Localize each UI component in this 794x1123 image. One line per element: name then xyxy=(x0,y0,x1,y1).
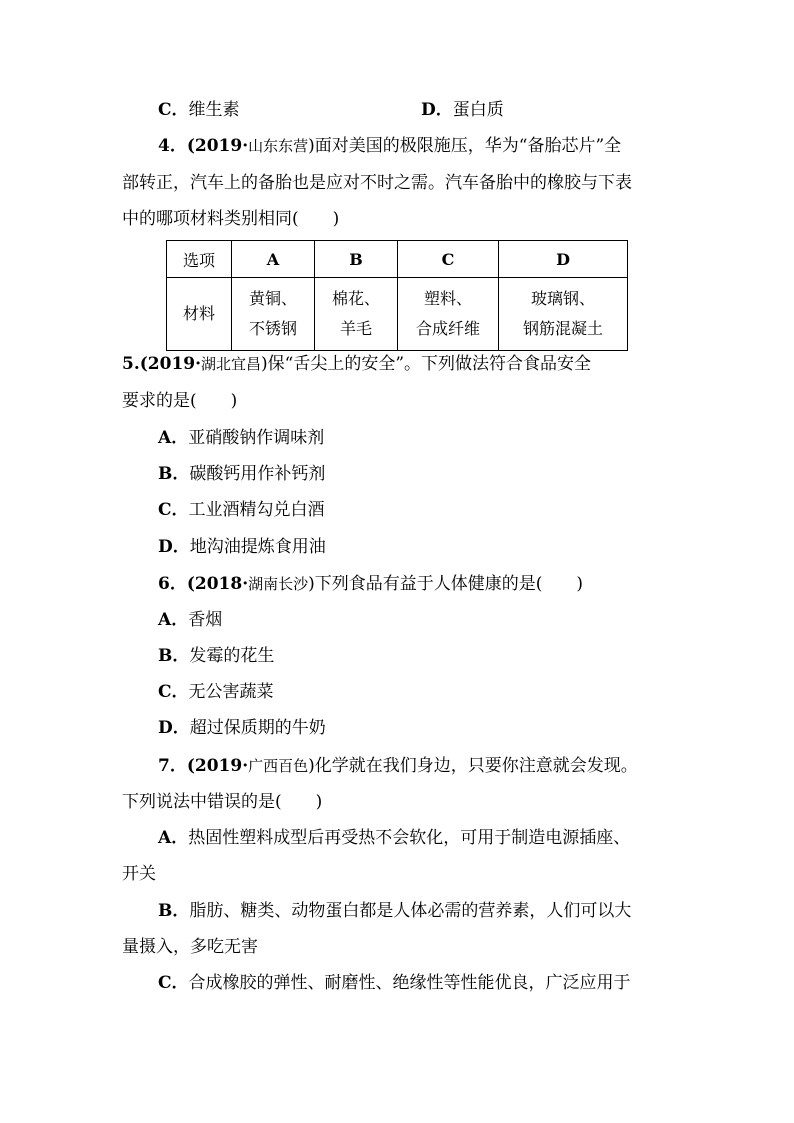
stem-text: )下列食品有益于人体健康的是( ) xyxy=(308,574,584,594)
q5-stem-line2: 要求的是( ) xyxy=(122,391,238,411)
header-c: C xyxy=(398,241,499,278)
option-text: 亚硝酸钠作调味剂 xyxy=(188,428,325,448)
option-label: C． xyxy=(158,973,189,993)
option-label: C． xyxy=(158,682,189,702)
material-line: 黄铜、 xyxy=(248,289,297,308)
table-header-row xyxy=(167,241,628,278)
stem-text: )面对美国的极限施压，华为“备胎芯片”全 xyxy=(308,136,622,156)
option-label: B． xyxy=(158,901,190,921)
q6-option-b xyxy=(158,645,274,667)
source-open: (2018· xyxy=(186,574,249,594)
option-text: 发霉的花生 xyxy=(189,646,275,666)
option-text: 无公害蔬菜 xyxy=(188,682,274,702)
q5-stem-line1 xyxy=(122,353,591,375)
material-a xyxy=(232,278,315,351)
q7-option-c-line1 xyxy=(158,972,631,994)
q7-option-b-line1 xyxy=(158,900,631,922)
q7-option-a-line1 xyxy=(158,827,630,849)
option-label: D． xyxy=(158,537,190,557)
option-text: 香烟 xyxy=(188,610,223,630)
material-c xyxy=(398,278,499,351)
option-text: 碳酸钙用作补钙剂 xyxy=(189,464,326,484)
material-line: 玻璃钢、 xyxy=(530,289,595,308)
material-line: 羊毛 xyxy=(339,319,372,338)
q7-option-a-line2: 开关 xyxy=(122,864,156,884)
source-place: 广西百色 xyxy=(248,757,309,775)
option-label: B． xyxy=(158,646,190,666)
material-line: 棉花、 xyxy=(331,289,380,308)
source-open: (2019· xyxy=(139,354,202,374)
material-line: 合成纤维 xyxy=(415,319,480,338)
q6-option-d xyxy=(158,717,326,739)
material-d xyxy=(499,278,628,351)
option-text: 超过保质期的牛奶 xyxy=(189,718,326,738)
q3-option-d xyxy=(421,99,504,121)
option-label: C． xyxy=(158,500,189,520)
option-label: C． xyxy=(158,100,189,120)
source-open: (2019· xyxy=(186,136,249,156)
question-number: 4． xyxy=(158,136,187,156)
q7-stem-line1 xyxy=(158,755,638,777)
option-text: 合成橡胶的弹性、耐磨性、绝缘性等性能优良，广泛应用于 xyxy=(188,973,631,993)
q5-option-d xyxy=(158,536,326,558)
q4-options-table xyxy=(166,240,628,351)
q5-option-c xyxy=(158,499,325,521)
question-number: 5. xyxy=(122,354,140,374)
material-line: 塑料、 xyxy=(423,289,472,308)
q4-stem-line1 xyxy=(158,135,621,157)
header-label: 选项 xyxy=(167,241,232,278)
option-text: 蛋白质 xyxy=(452,100,504,120)
header-a: A xyxy=(232,241,315,278)
material-line: 钢筋混凝土 xyxy=(522,319,603,338)
material-line: 不锈钢 xyxy=(248,319,297,338)
q7-option-b-line2: 量摄入，多吃无害 xyxy=(122,937,258,957)
q3-option-c xyxy=(158,99,240,121)
stem-text: )化学就在我们身边，只要你注意就会发现。 xyxy=(308,756,638,776)
question-number: 6． xyxy=(158,574,187,594)
source-place: 湖北宜昌 xyxy=(201,355,262,373)
q6-stem-line1 xyxy=(158,573,583,595)
question-number: 7． xyxy=(158,756,187,776)
q5-option-b xyxy=(158,463,325,485)
option-label: A． xyxy=(158,828,189,848)
q4-stem-line2: 部转正，汽车上的备胎也是应对不时之需。汽车备胎中的橡胶与下表 xyxy=(122,173,632,193)
option-label: A． xyxy=(158,428,189,448)
option-text: 地沟油提炼食用油 xyxy=(189,537,326,557)
option-label: D． xyxy=(158,718,190,738)
stem-text: )保“舌尖上的安全”。下列做法符合食品安全 xyxy=(261,354,592,374)
source-place: 山东东营 xyxy=(248,137,309,155)
q4-stem-line3: 中的哪项材料类别相同( ) xyxy=(122,209,340,229)
q6-option-a xyxy=(158,609,222,631)
table-material-row xyxy=(167,278,628,351)
q5-option-a xyxy=(158,427,324,449)
option-label: D． xyxy=(421,100,453,120)
option-text: 工业酒精勾兑白酒 xyxy=(188,500,325,520)
option-text: 脂肪、糖类、动物蛋白都是人体必需的营养素，人们可以大 xyxy=(189,901,632,921)
source-open: (2019· xyxy=(186,756,249,776)
option-text: 热固性塑料成型后再受热不会软化，可用于制造电源插座、 xyxy=(188,828,631,848)
option-label: A． xyxy=(158,610,189,630)
row-label: 材料 xyxy=(167,278,232,351)
source-place: 湖南长沙 xyxy=(248,575,309,593)
q6-option-c xyxy=(158,681,274,703)
option-text: 维生素 xyxy=(188,100,240,120)
header-d: D xyxy=(499,241,628,278)
option-label: B． xyxy=(158,464,190,484)
header-b: B xyxy=(315,241,398,278)
q7-stem-line2: 下列说法中错误的是( ) xyxy=(122,792,323,812)
material-b xyxy=(315,278,398,351)
